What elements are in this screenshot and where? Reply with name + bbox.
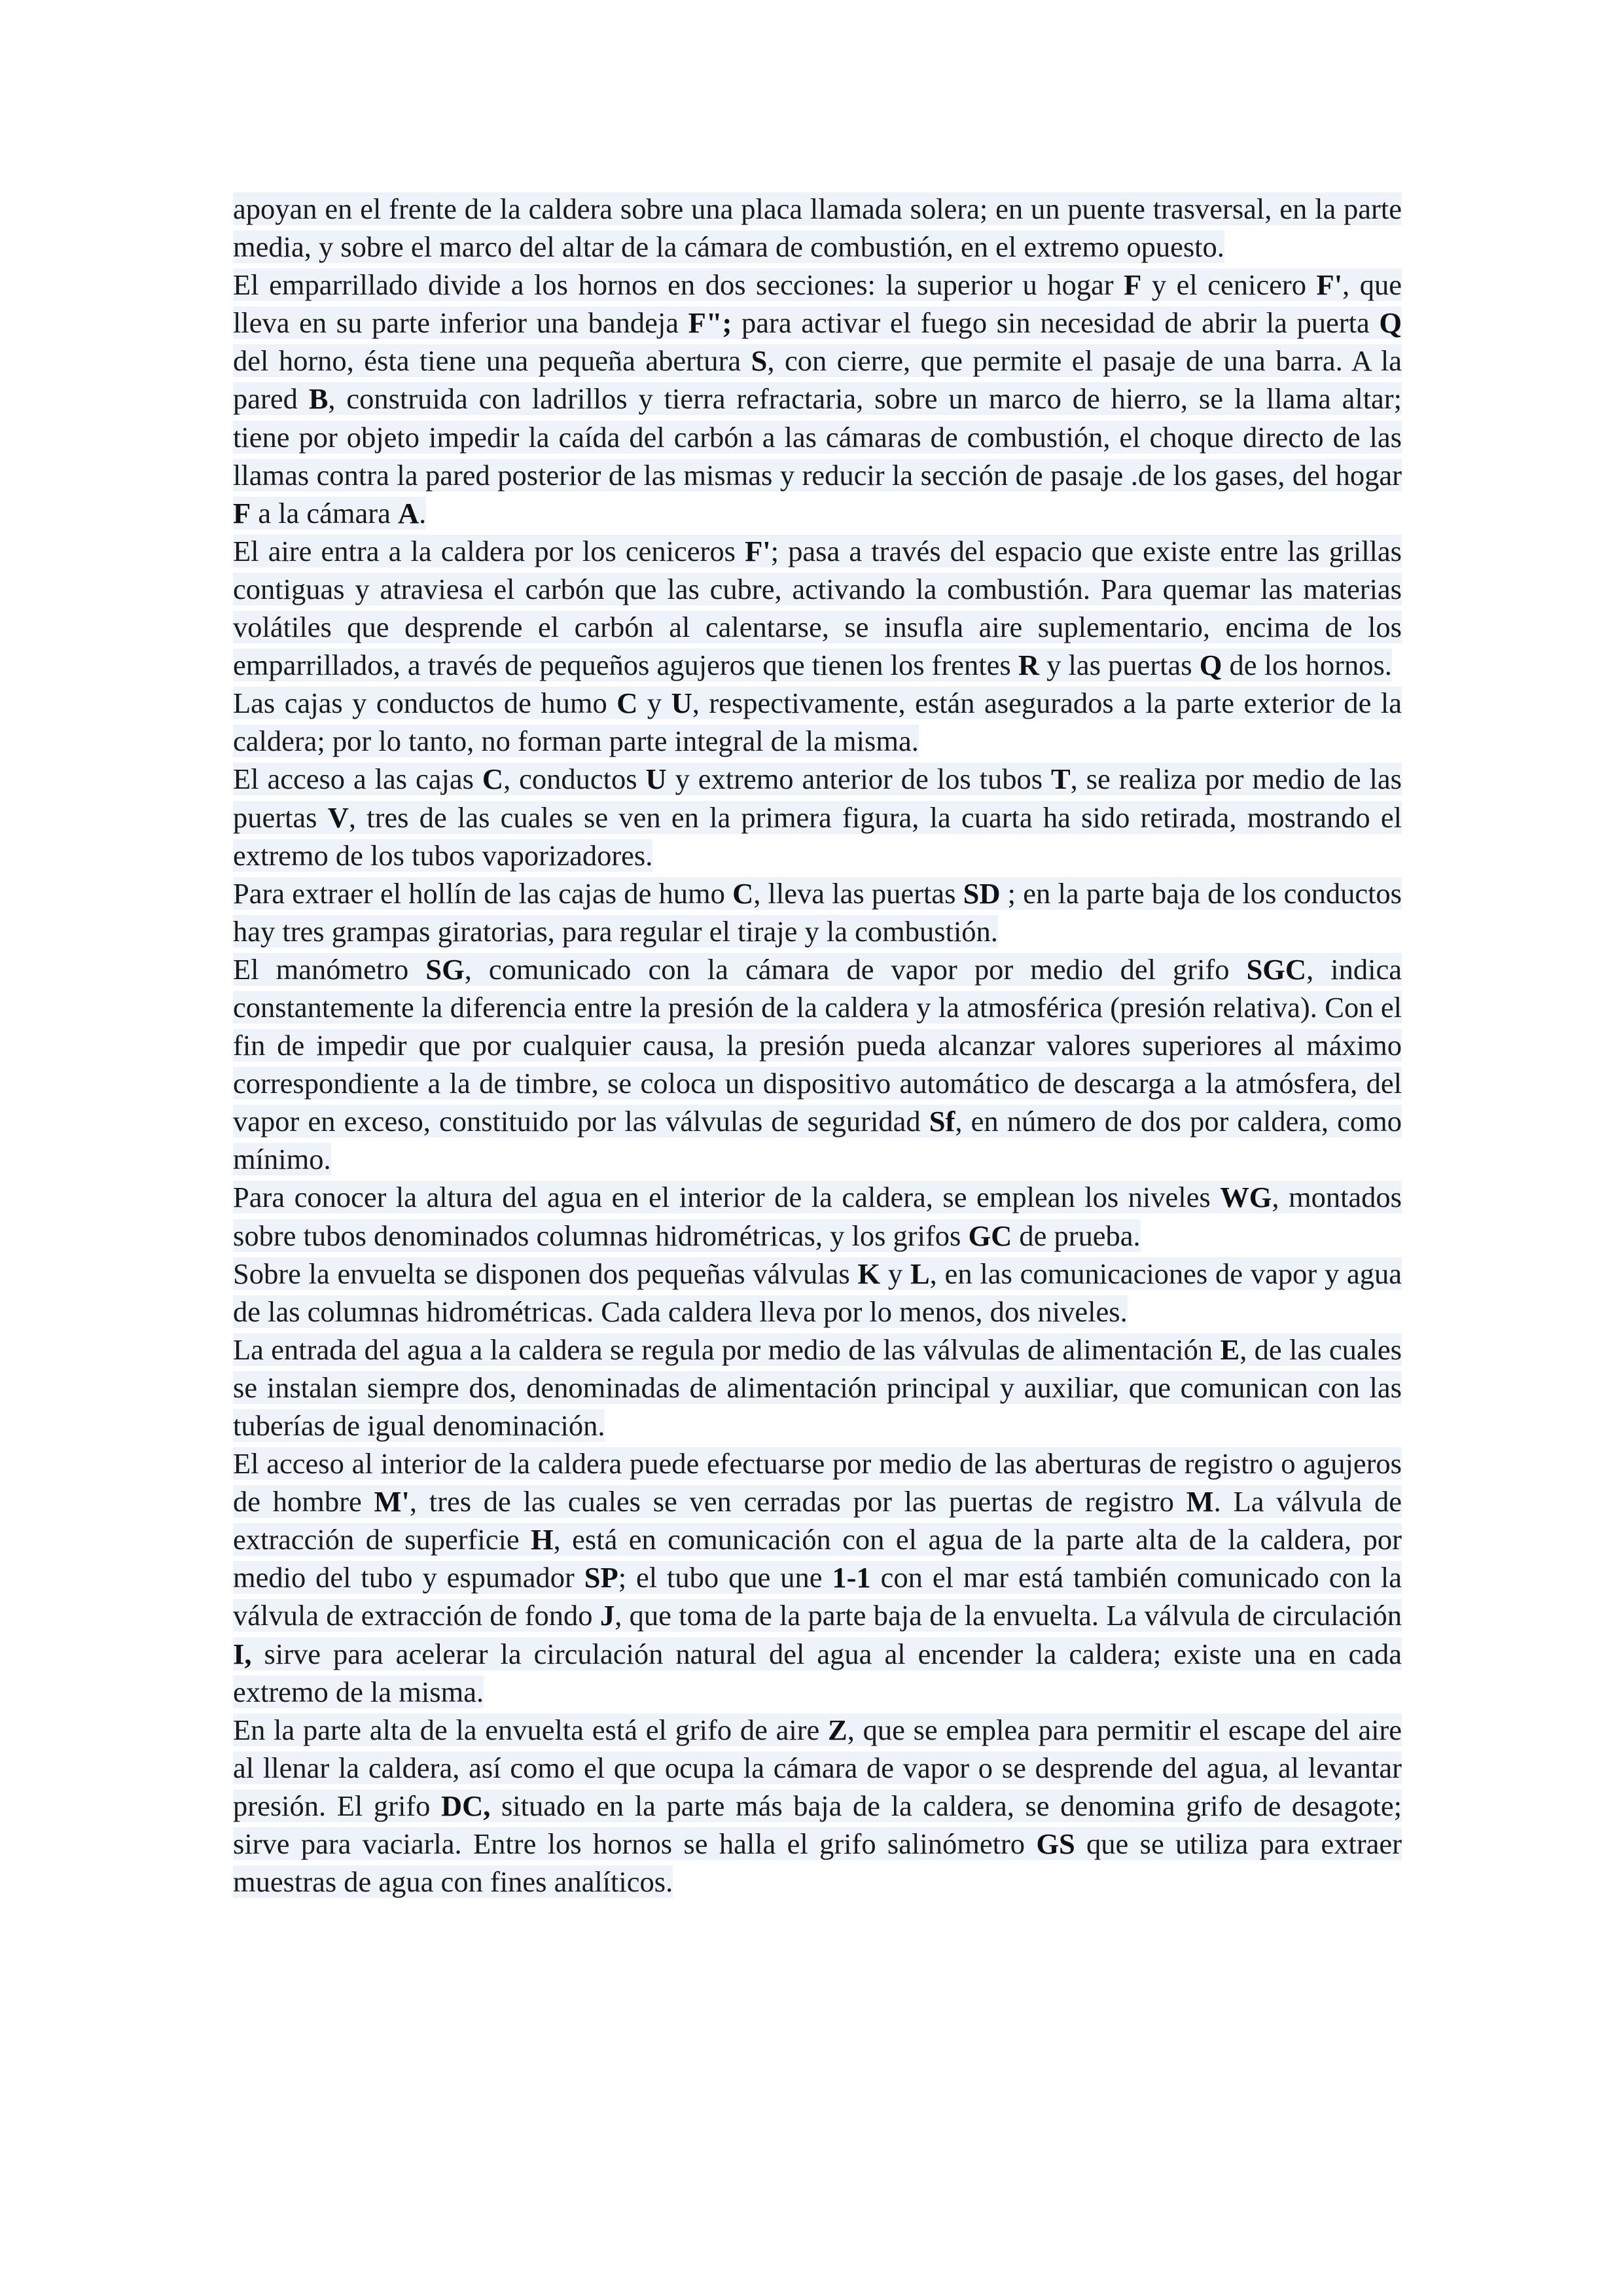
text-run: . La válvula de extracción de superficie [233, 1485, 1402, 1556]
text-run: Las cajas y conductos de humo [233, 687, 617, 720]
paragraph-text [233, 687, 1402, 757]
label-U: U [645, 762, 667, 796]
paragraph-text [233, 1333, 1402, 1442]
label-V: V [327, 800, 349, 834]
paragraph [233, 1331, 1402, 1444]
text-run: , tres de las cuales se ven cerradas por las puertas de registro [409, 1485, 1186, 1518]
label-1-1: 1-1 [832, 1561, 871, 1594]
label-S: S [751, 344, 768, 378]
label-B: B [308, 382, 329, 416]
paragraph [233, 1711, 1402, 1901]
text-run: situado en la parte más baja de la caldera, se denomina grifo de desagote; sirve para vaciarla. Entre los hornos se halla el grifo salinómetro [233, 1789, 1402, 1861]
label-SG: SG [425, 952, 465, 986]
text-run: , de las cuales se instalan siempre dos, denominadas de alimentación principal y auxiliar, que comunican con las tuberías de igual denominación. [233, 1333, 1402, 1442]
text-run: El aire entra a la caldera por los ceniceros [233, 534, 745, 567]
label-R: R [1018, 649, 1039, 682]
text-run: , en número de dos por caldera, como mínimo. [233, 1105, 1402, 1176]
paragraph-text [233, 1257, 1402, 1328]
text-run: ; el tubo que une [618, 1561, 832, 1594]
paragraph [233, 190, 1402, 266]
document-page [233, 190, 1402, 1901]
label-K: K [857, 1257, 881, 1290]
text-run: , indica constantemente la diferencia entre la presión de la caldera y la atmosférica (presión relativa). Con el fin de impedir que por cualquier causa, la presión pueda alcanzar valores superiores al máximo correspondiente a la de timbre, se coloca un dispositivo automático de descarga a la atmósfera, del vapor en exceso, constituido por las válvulas de seguridad [233, 952, 1402, 1138]
paragraph-text [233, 762, 1402, 871]
paragraph [233, 760, 1402, 874]
text-run: , se realiza por medio de las puertas [233, 762, 1402, 834]
text-run: sirve para acelerar la circulación natural del agua al encender la caldera; existe una en cada extremo de la misma. [233, 1637, 1402, 1708]
text-run: del horno, ésta tiene una pequeña abertura [233, 344, 751, 378]
label-SP: SP [584, 1561, 618, 1594]
label-F: F [1124, 268, 1142, 302]
paragraph-text [233, 1447, 1402, 1708]
paragraph [233, 266, 1402, 532]
text-run: apoyan en el frente de la caldera sobre una placa llamada solera; en un puente trasversal, en la parte media, y sobre el marco del altar de la cámara de combustión, en el extremo opuesto. [233, 192, 1402, 264]
label-GC: GC [968, 1219, 1012, 1252]
text-run: con el mar está también comunicado con la válvula de extracción de fondo [233, 1561, 1402, 1632]
paragraph [233, 1178, 1402, 1254]
paragraph [233, 950, 1402, 1179]
text-run: La entrada del agua a la caldera se regula por medio de las válvulas de alimentación [233, 1333, 1221, 1366]
label-SD: SD [963, 876, 1001, 910]
label-F-double-prime: F"; [688, 306, 732, 340]
text-run: y [637, 687, 671, 720]
label-Sf: Sf [929, 1105, 955, 1138]
text-run: , respectivamente, están asegurados a la parte exterior de la caldera; por lo tanto, no forman parte integral de la misma. [233, 687, 1402, 758]
text-run: , conductos [503, 762, 646, 796]
text-run: , con cierre, que permite el pasaje de una barra. A la pared [233, 344, 1402, 416]
label-F-prime: F' [745, 534, 771, 567]
label-SGC: SGC [1246, 952, 1307, 986]
paragraph [233, 1444, 1402, 1711]
text-run: y extremo anterior de los tubos [666, 762, 1051, 796]
label-C: C [482, 762, 504, 796]
text-run: , montados sobre tubos denominados columnas hidrométricas, y los grifos [233, 1181, 1402, 1252]
text-run: y el cenicero [1141, 268, 1317, 302]
text-run: , está en comunicación con el agua de la parte alta de la caldera, por medio del tubo y espumador [233, 1523, 1402, 1594]
label-E: E [1220, 1333, 1240, 1366]
text-run: , que toma de la parte baja de la envuelta. La válvula de circulación [615, 1599, 1402, 1632]
paragraph-text [233, 535, 1402, 681]
text-run: , construida con ladrillos y tierra refractaria, sobre un marco de hierro, se la llama altar; tiene por objeto impedir la caída del carbón a las cámaras de combustión, el choque directo de las llamas contra la pared posterior de las mismas y reducir la sección de pasaje .de los gases, del hogar [233, 382, 1402, 492]
label-C: C [732, 876, 754, 910]
label-Z: Z [828, 1713, 847, 1746]
text-run: El acceso al interior de la caldera puede efectuarse por medio de las aberturas de registro o agujeros de hombre [233, 1447, 1402, 1518]
text-run: que se utiliza para extraer muestras de agua con fines analíticos. [233, 1827, 1402, 1899]
text-run: El acceso a las cajas [233, 762, 482, 796]
label-M-prime: M' [374, 1485, 410, 1518]
text-run: , comunicado con la cámara de vapor por medio del grifo [464, 952, 1247, 986]
paragraph [233, 1255, 1402, 1331]
text-run: Para extraer el hollín de las cajas de humo [233, 876, 733, 910]
text-run: de los hornos. [1222, 649, 1392, 682]
text-run: y las puertas [1039, 649, 1200, 682]
paragraph-text [233, 192, 1402, 263]
paragraph-text [233, 268, 1402, 529]
label-M: M [1186, 1485, 1214, 1518]
label-U: U [671, 687, 692, 720]
label-WG: WG [1220, 1181, 1272, 1214]
text-run: ; en la parte baja de los conductos hay tres grampas giratorias, para regular el tiraje y la combustión. [233, 876, 1402, 948]
text-run: Sobre la envuelta se disponen dos pequeñas válvulas [233, 1257, 858, 1290]
paragraph [233, 874, 1402, 950]
text-run: , que lleva en su parte inferior una bandeja [233, 268, 1402, 340]
paragraph [233, 684, 1402, 760]
paragraph-text [233, 1181, 1402, 1251]
text-run: En la parte alta de la envuelta está el grifo de aire [233, 1713, 829, 1746]
text-run: , tres de las cuales se ven en la primera figura, la cuarta ha sido retirada, mostrando el extremo de los tubos vaporizadores. [233, 800, 1402, 872]
label-T: T [1050, 762, 1071, 796]
label-H: H [530, 1523, 554, 1556]
text-run: . [419, 496, 427, 529]
paragraph-text [233, 953, 1402, 1175]
label-I: I, [233, 1637, 252, 1670]
label-DC: DC, [440, 1789, 491, 1822]
text-run: y [880, 1257, 910, 1290]
label-GS: GS [1036, 1827, 1075, 1861]
text-run: ; pasa a través del espacio que existe entre las grillas contiguas y atraviesa el carbón que las cubre, activando la combustión. Para quemar las materias volátiles que desprende el carbón al calentarse, se insufla aire suplementario, encima de los emparrillados, a través de pequeños agujeros que tienen los frentes [233, 534, 1402, 682]
paragraph-text [233, 877, 1402, 948]
label-J: J [599, 1599, 615, 1632]
label-Q: Q [1379, 306, 1402, 340]
text-run: , lleva las puertas [753, 876, 963, 910]
text-run: para activar el fuego sin necesidad de abrir la puerta [732, 306, 1380, 340]
label-L: L [910, 1257, 930, 1290]
text-run: a la cámara [251, 496, 398, 529]
label-F-prime: F' [1316, 268, 1343, 302]
text-run: Para conocer la altura del agua en el interior de la caldera, se emplean los niveles [233, 1181, 1221, 1214]
text-run: El emparrillado divide a los hornos en dos secciones: la superior u hogar [233, 268, 1124, 302]
text-run: El manómetro [233, 952, 426, 986]
label-A: A [398, 496, 419, 529]
label-F: F [233, 496, 251, 529]
paragraph [233, 532, 1402, 684]
text-run: , que se emplea para permitir el escape del aire al llenar la caldera, así como el que ocupa la cámara de vapor o se desprende del agua, al levantar presión. El grifo [233, 1713, 1402, 1822]
label-C: C [616, 687, 638, 720]
label-Q: Q [1199, 649, 1222, 682]
text-run: de prueba. [1012, 1219, 1141, 1252]
paragraph-text [233, 1713, 1402, 1898]
text-run: , en las comunicaciones de vapor y agua de las columnas hidrométricas. Cada caldera lleva por lo menos, dos niveles. [233, 1257, 1402, 1328]
